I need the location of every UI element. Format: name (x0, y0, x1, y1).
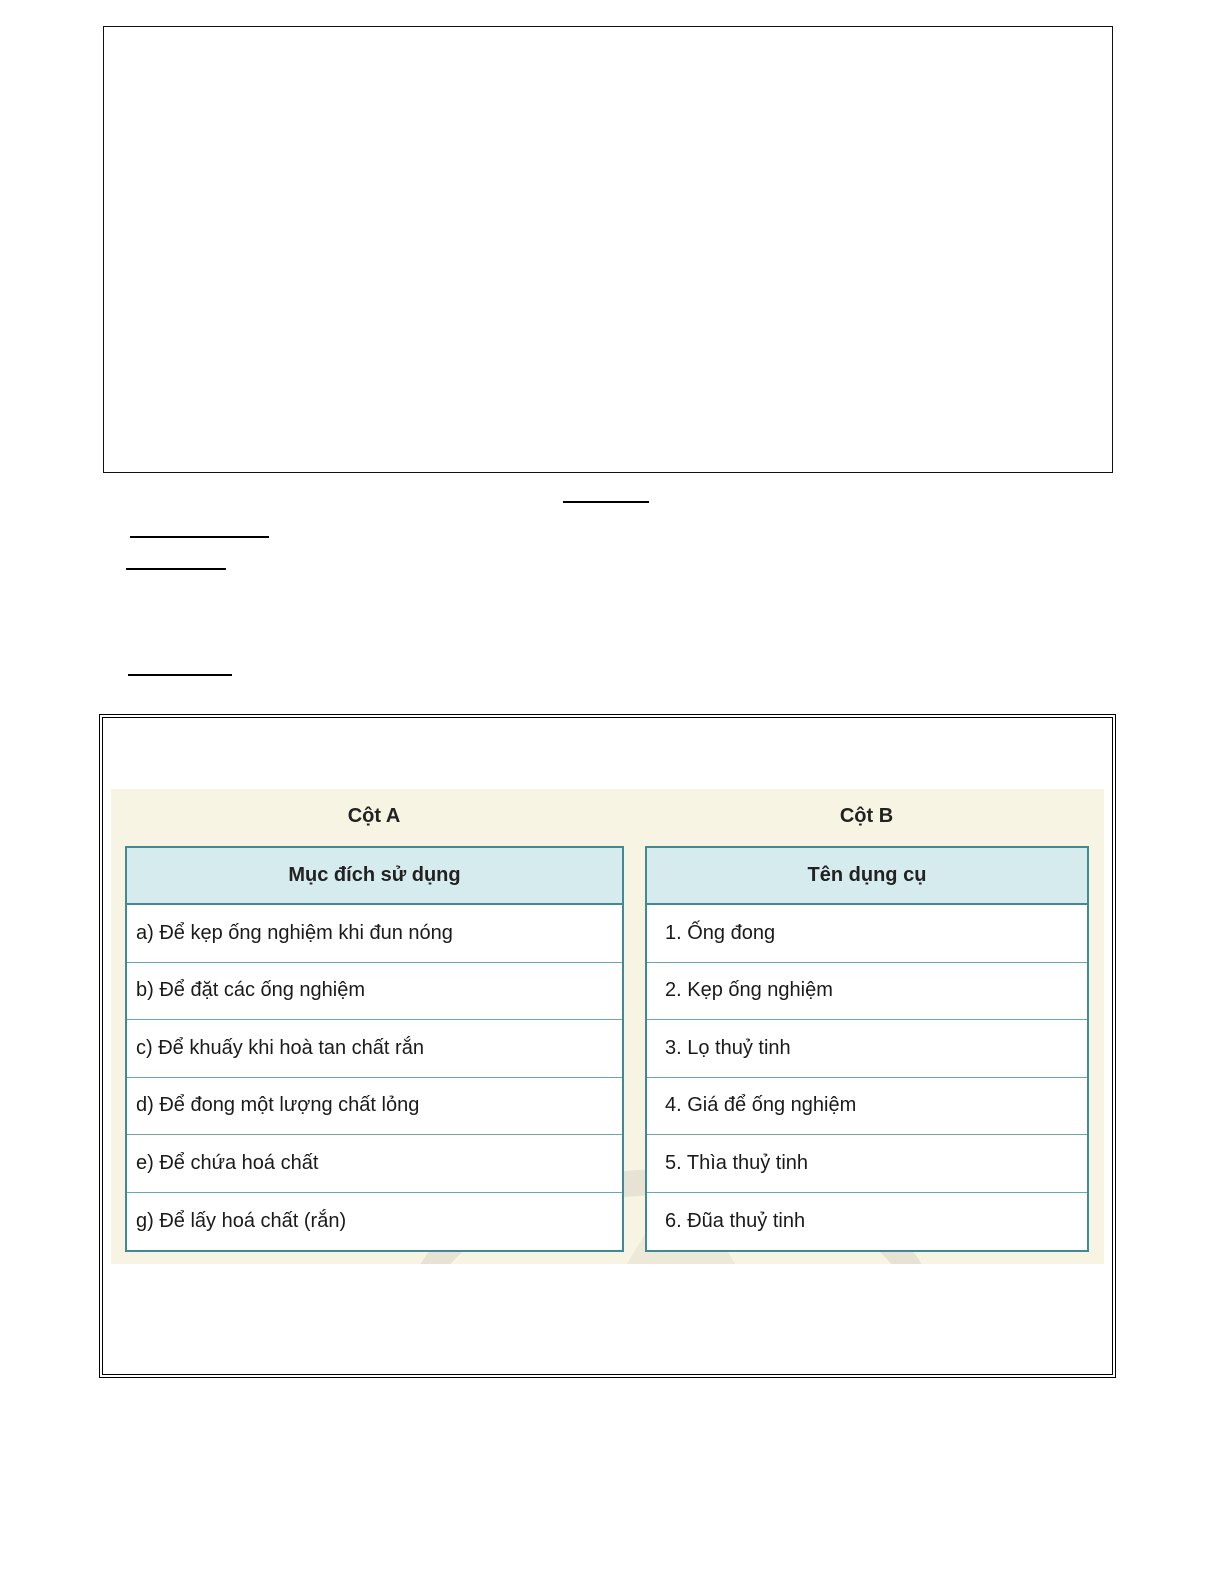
column-a-title: Cột A (347, 805, 401, 827)
column-b-title: Cột B (839, 805, 894, 827)
table-row: e) Để chứa hoá chất (127, 1135, 622, 1193)
table-row: 4. Giá để ống nghiệm (647, 1078, 1087, 1136)
table-tool-name (645, 846, 1089, 1252)
table-row: 1. Ống đong (647, 905, 1087, 963)
blank-underline-4 (128, 674, 232, 676)
table-purpose-header: Mục đích sử dụng (127, 848, 622, 905)
table-tool-name-header: Tên dụng cụ (647, 848, 1087, 905)
blank-underline-2 (130, 536, 269, 538)
table-purpose (125, 846, 624, 1252)
empty-frame-top (103, 26, 1113, 473)
table-row: d) Để đong một lượng chất lỏng (127, 1078, 622, 1136)
matching-figure (111, 789, 1104, 1264)
table-row: b) Để đặt các ống nghiệm (127, 963, 622, 1021)
table-row: 6. Đũa thuỷ tinh (665, 1209, 806, 1232)
table-row: 3. Lọ thuỷ tinh (647, 1020, 1087, 1078)
table-row: 2. Kẹp ống nghiệm (647, 963, 1087, 1021)
blank-underline-1 (563, 501, 649, 503)
blank-underline-3 (126, 568, 226, 570)
table-row: 5. Thìa thuỷ tinh (647, 1135, 1087, 1193)
table-row: c) Để khuấy khi hoà tan chất rắn (127, 1020, 622, 1078)
table-row: g) Để lấy hoá chất (rắn) (136, 1209, 347, 1232)
table-row: a) Để kẹp ống nghiệm khi đun nóng (127, 905, 622, 963)
